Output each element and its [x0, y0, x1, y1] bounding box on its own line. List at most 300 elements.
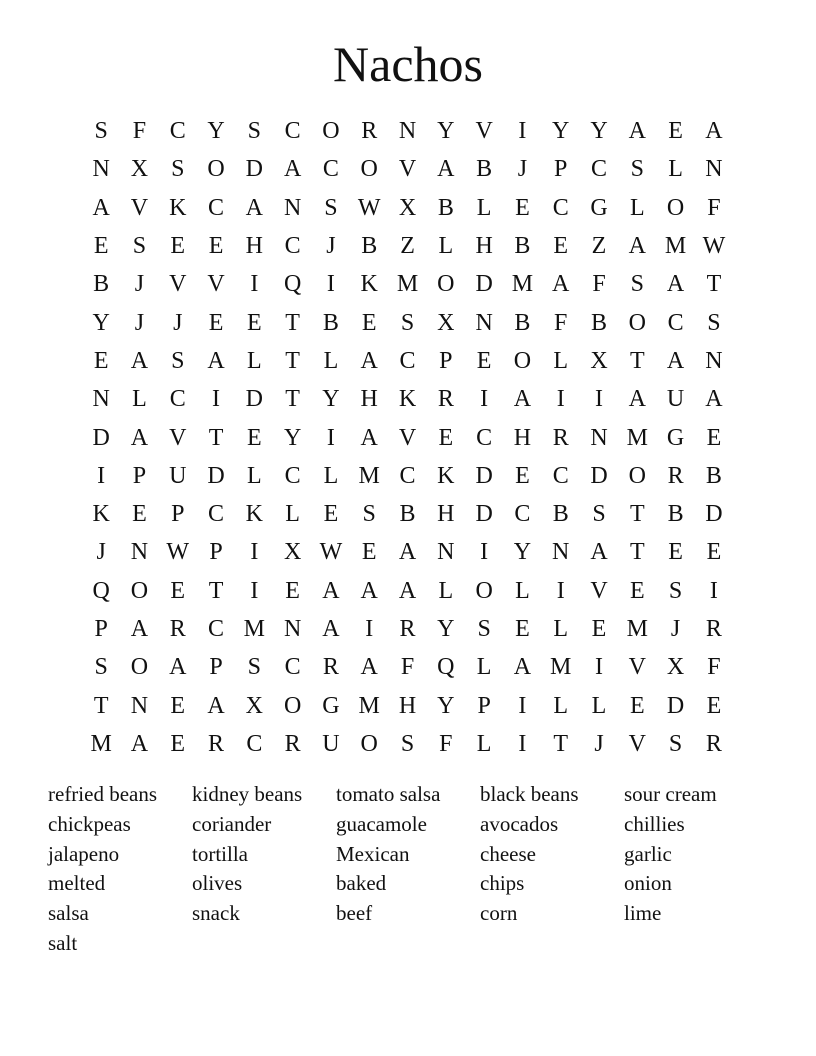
grid-cell[interactable]: C — [322, 156, 339, 183]
grid-cell[interactable]: B — [591, 309, 608, 336]
grid-cell[interactable]: N — [705, 347, 723, 374]
grid-cell[interactable]: K — [360, 271, 378, 298]
grid-cell[interactable]: C — [208, 616, 225, 642]
grid-cell[interactable]: C — [476, 424, 493, 451]
grid-cell[interactable]: B — [361, 233, 378, 260]
grid-cell[interactable]: C — [169, 386, 186, 413]
grid-cell[interactable]: N — [283, 616, 302, 642]
grid-cell[interactable]: O — [475, 577, 493, 604]
grid-cell[interactable]: Y — [437, 118, 455, 145]
grid-cell[interactable]: O — [628, 309, 646, 336]
grid-cell[interactable]: A — [513, 386, 532, 413]
grid-cell[interactable]: K — [437, 462, 455, 489]
grid-cell[interactable]: P — [94, 616, 108, 642]
grid-cell[interactable]: W — [357, 194, 381, 221]
grid-cell[interactable]: A — [628, 386, 646, 413]
grid-cell[interactable]: S — [400, 309, 415, 336]
grid-cell[interactable]: I — [250, 539, 259, 566]
grid-cell[interactable]: S — [668, 730, 683, 757]
grid-cell[interactable]: C — [399, 347, 416, 374]
grid-cell[interactable]: S — [400, 730, 415, 757]
grid-cell[interactable]: B — [667, 501, 684, 528]
word-list-item: salt — [48, 930, 78, 955]
grid-cell[interactable]: T — [629, 501, 645, 528]
grid-cell[interactable]: L — [476, 194, 492, 221]
grid-cell[interactable]: C — [552, 194, 569, 221]
grid-cell[interactable]: A — [590, 539, 608, 566]
grid-cell[interactable]: Q — [283, 271, 302, 298]
grid-cell[interactable]: A — [130, 347, 149, 374]
grid-cell[interactable]: E — [629, 577, 645, 604]
grid-cell[interactable]: I — [518, 730, 527, 757]
grid-cell[interactable]: S — [247, 118, 262, 145]
grid-cell[interactable]: E — [706, 424, 722, 451]
grid-cell[interactable]: I — [365, 616, 374, 642]
grid-cell[interactable]: B — [514, 233, 531, 260]
grid-cell[interactable]: E — [515, 462, 530, 489]
grid-cell[interactable]: A — [360, 424, 378, 451]
grid-cell[interactable]: U — [322, 730, 340, 757]
grid-cell[interactable]: K — [245, 501, 263, 528]
grid-cell[interactable]: K — [398, 386, 417, 413]
grid-cell[interactable]: A — [245, 194, 263, 221]
grid-cell[interactable]: E — [629, 692, 645, 719]
grid-cell[interactable]: L — [553, 347, 569, 374]
grid-cell[interactable]: K — [169, 194, 187, 221]
grid-cell[interactable]: Z — [400, 233, 415, 260]
grid-cell[interactable]: P — [477, 692, 491, 719]
grid-cell[interactable]: X — [130, 156, 149, 183]
grid-cell[interactable]: E — [170, 730, 186, 757]
grid-cell[interactable]: S — [324, 194, 338, 221]
grid-cell[interactable]: F — [592, 271, 606, 298]
grid-cell[interactable]: D — [475, 501, 493, 528]
grid-cell[interactable]: N — [283, 194, 302, 221]
grid-cell[interactable]: C — [284, 462, 301, 489]
grid-cell[interactable]: A — [666, 347, 685, 374]
grid-cell[interactable]: L — [132, 386, 147, 413]
grid-cell[interactable]: I — [250, 577, 259, 604]
grid-cell[interactable]: I — [518, 118, 527, 145]
grid-cell[interactable]: E — [515, 194, 530, 221]
grid-cell[interactable]: J — [173, 309, 183, 336]
grid-cell[interactable]: E — [668, 118, 683, 145]
grid-cell[interactable]: D — [475, 462, 493, 489]
grid-cell[interactable]: E — [208, 309, 224, 336]
grid-cell[interactable]: G — [322, 692, 340, 719]
grid-cell[interactable]: P — [171, 501, 185, 528]
grid-cell[interactable]: L — [247, 347, 262, 374]
grid-cell[interactable]: E — [285, 577, 300, 604]
grid-cell[interactable]: C — [208, 501, 225, 528]
word-list-item: refried beans — [48, 782, 158, 806]
grid-cell[interactable]: C — [246, 730, 263, 757]
grid-cell[interactable]: T — [285, 309, 300, 336]
grid-cell[interactable]: V — [628, 654, 646, 681]
grid-cell[interactable]: Y — [437, 692, 455, 719]
grid-cell[interactable]: S — [362, 501, 376, 528]
grid-cell[interactable]: X — [437, 309, 455, 336]
grid-cell[interactable]: O — [628, 462, 646, 489]
grid-cell[interactable]: I — [518, 692, 527, 719]
grid-cell[interactable]: T — [285, 386, 300, 413]
grid-cell[interactable]: W — [166, 539, 190, 566]
grid-cell[interactable]: C — [284, 654, 301, 681]
grid-cell[interactable]: A — [169, 654, 187, 681]
grid-cell[interactable]: J — [134, 271, 145, 298]
grid-cell[interactable]: I — [326, 424, 335, 451]
grid-cell[interactable]: O — [360, 156, 378, 183]
grid-cell[interactable]: L — [323, 462, 339, 489]
grid-cell[interactable]: L — [323, 347, 339, 374]
grid-cell[interactable]: L — [553, 616, 569, 642]
grid-cell[interactable]: O — [130, 654, 149, 681]
grid-cell[interactable]: A — [705, 386, 723, 413]
grid-cell[interactable]: M — [626, 424, 648, 451]
grid-cell[interactable]: Y — [513, 539, 532, 566]
grid-cell[interactable]: R — [361, 118, 378, 145]
grid-cell[interactable]: V — [207, 271, 225, 298]
grid-cell[interactable]: F — [132, 118, 147, 145]
grid-cell[interactable]: D — [590, 462, 608, 489]
grid-cell[interactable]: N — [130, 539, 149, 566]
grid-cell[interactable]: O — [283, 692, 302, 719]
grid-cell[interactable]: M — [664, 233, 687, 260]
grid-cell[interactable]: R — [284, 730, 301, 757]
grid-cell[interactable]: N — [92, 386, 110, 413]
grid-cell[interactable]: Y — [322, 386, 340, 413]
grid-cell[interactable]: P — [439, 347, 453, 374]
grid-cell[interactable]: O — [666, 194, 685, 221]
grid-cell[interactable]: D — [245, 156, 263, 183]
grid-cell[interactable]: O — [437, 271, 455, 298]
grid-cell[interactable]: X — [590, 347, 608, 374]
grid-cell[interactable]: O — [207, 156, 225, 183]
grid-cell[interactable]: E — [361, 539, 377, 566]
grid-cell[interactable]: I — [250, 271, 259, 298]
grid-cell[interactable]: X — [666, 654, 685, 681]
grid-cell[interactable]: B — [514, 309, 531, 336]
grid-cell[interactable]: A — [705, 118, 723, 145]
grid-cell[interactable]: I — [326, 271, 335, 298]
grid-cell[interactable]: A — [628, 233, 646, 260]
grid-cell[interactable]: S — [630, 156, 644, 183]
grid-cell[interactable]: E — [515, 616, 530, 642]
grid-cell[interactable]: D — [705, 501, 723, 528]
grid-cell[interactable]: M — [243, 616, 265, 642]
grid-cell[interactable]: A — [437, 156, 455, 183]
grid-cell[interactable]: N — [92, 156, 110, 183]
grid-cell[interactable]: D — [245, 386, 263, 413]
grid-cell[interactable]: R — [705, 730, 722, 757]
grid-cell[interactable]: I — [556, 577, 565, 604]
grid-cell[interactable]: B — [322, 309, 339, 336]
grid-cell[interactable]: B — [93, 271, 110, 298]
grid-cell[interactable]: G — [666, 424, 685, 451]
grid-cell[interactable]: J — [326, 233, 336, 260]
grid-cell[interactable]: E — [247, 309, 262, 336]
grid-cell[interactable]: A — [322, 616, 340, 642]
word-list-item: black beans — [480, 782, 579, 806]
word-list-item: chillies — [624, 811, 685, 836]
grid-cell[interactable]: S — [171, 156, 185, 183]
grid-cell[interactable]: V — [169, 424, 187, 451]
grid-cell[interactable]: L — [515, 577, 530, 604]
grid-cell[interactable]: O — [322, 118, 340, 145]
grid-cell[interactable]: A — [130, 730, 149, 757]
grid-cell[interactable]: O — [360, 730, 378, 757]
grid-cell[interactable]: C — [399, 462, 416, 489]
word-list-item: chips — [480, 871, 525, 896]
grid-cell[interactable]: T — [208, 424, 224, 451]
word-list-item: snack — [192, 901, 240, 926]
grid-cell[interactable]: I — [595, 654, 603, 681]
grid-cell[interactable]: A — [360, 347, 378, 374]
grid-cell[interactable]: Q — [437, 654, 455, 681]
grid-cell[interactable]: P — [132, 462, 147, 489]
grid-cell[interactable]: W — [702, 233, 726, 260]
grid-cell[interactable]: E — [170, 577, 186, 604]
grid-cell[interactable]: N — [130, 692, 149, 719]
grid-cell[interactable]: R — [322, 654, 339, 681]
grid-cell[interactable]: H — [513, 424, 532, 451]
grid-cell[interactable]: I — [709, 577, 718, 604]
grid-cell[interactable]: F — [707, 654, 721, 681]
grid-cell[interactable]: S — [592, 501, 606, 528]
grid-cell[interactable]: E — [438, 424, 454, 451]
grid-cell[interactable]: A — [130, 616, 149, 642]
grid-cell[interactable]: L — [438, 577, 454, 604]
grid-cell[interactable]: L — [476, 730, 492, 757]
grid-cell[interactable]: M — [550, 654, 572, 681]
grid-cell[interactable]: I — [212, 386, 221, 413]
grid-cell[interactable]: S — [132, 233, 147, 260]
grid-cell[interactable]: D — [666, 692, 685, 719]
grid-cell[interactable]: F — [707, 194, 721, 221]
grid-cell[interactable]: J — [670, 616, 681, 642]
grid-cell[interactable]: S — [171, 347, 185, 374]
grid-cell[interactable]: Y — [437, 616, 455, 642]
grid-cell[interactable]: X — [245, 692, 263, 719]
grid-cell[interactable]: B — [705, 462, 722, 489]
grid-cell[interactable]: A — [283, 156, 302, 183]
grid-cell[interactable]: B — [437, 194, 454, 221]
grid-cell[interactable]: A — [92, 194, 110, 221]
grid-cell[interactable]: G — [590, 194, 608, 221]
grid-cell[interactable]: N — [398, 118, 417, 145]
grid-cell[interactable]: A — [322, 577, 340, 604]
grid-cell[interactable]: N — [437, 539, 455, 566]
grid-cell[interactable]: H — [398, 692, 417, 719]
grid-cell[interactable]: E — [132, 501, 147, 528]
grid-cell[interactable]: L — [668, 156, 683, 183]
grid-cell[interactable]: C — [514, 501, 531, 528]
grid-cell[interactable]: V — [169, 271, 187, 298]
grid-cell[interactable]: B — [552, 501, 569, 528]
grid-cell[interactable]: F — [439, 730, 453, 757]
grid-cell[interactable]: X — [398, 194, 417, 221]
grid-cell[interactable]: M — [626, 616, 648, 642]
grid-cell[interactable]: E — [170, 692, 186, 719]
grid-cell[interactable]: V — [130, 194, 149, 221]
grid-cell[interactable]: D — [475, 271, 493, 298]
grid-cell[interactable]: T — [553, 730, 569, 757]
grid-cell[interactable]: E — [476, 347, 492, 374]
grid-cell[interactable]: L — [285, 501, 300, 528]
grid-cell[interactable]: H — [245, 233, 263, 260]
grid-cell[interactable]: S — [668, 577, 683, 604]
grid-cell[interactable]: I — [480, 386, 489, 413]
grid-cell[interactable]: V — [398, 424, 417, 451]
grid-cell[interactable]: P — [554, 156, 568, 183]
grid-cell[interactable]: O — [513, 347, 532, 374]
grid-cell[interactable]: E — [553, 233, 569, 260]
grid-cell[interactable]: C — [169, 118, 186, 145]
grid-cell[interactable]: N — [475, 309, 493, 336]
grid-cell[interactable]: H — [360, 386, 378, 413]
grid-cell[interactable]: E — [93, 347, 109, 374]
grid-cell[interactable]: C — [284, 118, 301, 145]
grid-cell[interactable]: S — [94, 118, 108, 145]
grid-cell[interactable]: I — [556, 386, 565, 413]
grid-cell[interactable]: Z — [591, 233, 607, 260]
grid-cell[interactable]: V — [590, 577, 608, 604]
grid-cell[interactable]: X — [283, 539, 302, 566]
grid-cell[interactable]: S — [630, 271, 644, 298]
grid-cell[interactable]: M — [358, 462, 380, 489]
grid-cell[interactable]: L — [476, 654, 492, 681]
grid-cell[interactable]: M — [90, 730, 112, 757]
grid-cell[interactable]: I — [480, 539, 489, 566]
grid-cell[interactable]: V — [398, 156, 417, 183]
word-list-item: jalapeno — [48, 841, 120, 866]
grid-cell[interactable]: L — [247, 462, 262, 489]
grid-cell[interactable]: A — [207, 692, 225, 719]
grid-cell[interactable]: A — [628, 118, 646, 145]
grid-cell[interactable]: E — [247, 424, 262, 451]
grid-cell[interactable]: T — [629, 347, 645, 374]
grid-cell[interactable]: L — [553, 692, 569, 719]
grid-cell[interactable]: Y — [92, 309, 110, 336]
grid-cell[interactable]: M — [511, 271, 534, 298]
grid-cell[interactable]: V — [628, 730, 646, 757]
grid-cell[interactable]: Q — [92, 577, 110, 604]
grid-cell[interactable]: Y — [283, 424, 302, 451]
grid-cell[interactable]: H — [437, 501, 455, 528]
grid-cell[interactable]: B — [476, 156, 493, 183]
grid-cell[interactable]: R — [399, 616, 416, 642]
grid-cell[interactable]: R — [208, 730, 225, 757]
grid-cell[interactable]: W — [319, 539, 343, 566]
grid-cell[interactable]: E — [361, 309, 377, 336]
grid-cell[interactable]: A — [513, 654, 532, 681]
grid-cell[interactable]: A — [398, 577, 417, 604]
grid-cell[interactable]: Y — [207, 118, 225, 145]
grid-cell[interactable]: C — [591, 156, 608, 183]
grid-cell[interactable]: T — [208, 577, 224, 604]
grid-cell[interactable]: A — [130, 424, 149, 451]
grid-cell[interactable]: U — [169, 462, 187, 489]
grid-cell[interactable]: C — [552, 462, 569, 489]
grid-cell[interactable]: J — [517, 156, 528, 183]
grid-cell[interactable]: P — [209, 654, 223, 681]
grid-cell[interactable]: R — [169, 616, 186, 642]
grid-cell[interactable]: E — [706, 692, 722, 719]
grid-cell[interactable]: T — [93, 692, 109, 719]
grid-cell[interactable]: J — [594, 730, 604, 757]
grid-cell[interactable]: T — [285, 347, 300, 374]
word-list-item: Mexican — [336, 841, 410, 866]
grid-cell[interactable]: C — [284, 233, 301, 260]
grid-cell[interactable]: E — [170, 233, 186, 260]
grid-cell[interactable]: M — [396, 271, 419, 298]
grid-cell[interactable]: T — [629, 539, 645, 566]
grid-cell[interactable]: L — [591, 692, 607, 719]
grid-cell[interactable]: A — [360, 654, 378, 681]
grid-cell[interactable]: A — [552, 271, 570, 298]
grid-cell[interactable]: O — [130, 577, 149, 604]
grid-cell[interactable]: R — [437, 386, 454, 413]
grid-cell[interactable]: E — [93, 233, 109, 260]
grid-cell[interactable]: Y — [552, 118, 570, 145]
grid-cell[interactable]: U — [666, 386, 685, 413]
grid-cell[interactable]: L — [438, 233, 454, 260]
grid-cell[interactable]: E — [668, 539, 683, 566]
grid-cell[interactable]: V — [475, 118, 493, 145]
grid-cell[interactable]: E — [323, 501, 339, 528]
grid-cell[interactable]: K — [92, 501, 110, 528]
grid-cell[interactable]: N — [590, 424, 608, 451]
grid-cell[interactable]: M — [358, 692, 380, 719]
grid-cell[interactable]: A — [398, 539, 417, 566]
grid-cell[interactable]: E — [706, 539, 722, 566]
grid-cell[interactable]: D — [207, 462, 225, 489]
grid-cell[interactable]: J — [134, 309, 145, 336]
grid-cell[interactable]: A — [360, 577, 378, 604]
grid-cell[interactable]: F — [554, 309, 568, 336]
grid-cell[interactable]: R — [667, 462, 684, 489]
grid-cell[interactable]: N — [705, 156, 723, 183]
grid-cell[interactable]: T — [706, 271, 722, 298]
grid-cell[interactable]: S — [94, 654, 108, 681]
grid-cell[interactable]: A — [666, 271, 685, 298]
grid-cell[interactable]: F — [400, 654, 415, 681]
word-list-item: avocados — [480, 811, 559, 836]
grid-cell[interactable]: Y — [590, 118, 608, 145]
grid-cell[interactable]: H — [475, 233, 493, 260]
grid-cell[interactable]: R — [705, 616, 722, 642]
grid-cell[interactable]: N — [552, 539, 570, 566]
grid-cell[interactable]: J — [96, 539, 106, 566]
grid-cell[interactable]: P — [209, 539, 223, 566]
word-list-item: cheese — [480, 841, 536, 866]
grid-cell[interactable]: E — [591, 616, 607, 642]
grid-cell[interactable]: A — [207, 347, 225, 374]
grid-cell[interactable]: I — [97, 462, 106, 489]
grid-cell[interactable]: C — [667, 309, 684, 336]
grid-cell[interactable]: S — [247, 654, 262, 681]
word-list-item: tortilla — [192, 841, 248, 866]
grid-cell[interactable]: B — [399, 501, 416, 528]
grid-cell[interactable]: L — [629, 194, 645, 221]
grid-cell[interactable]: S — [477, 616, 491, 642]
grid-cell[interactable]: S — [707, 309, 721, 336]
grid-cell[interactable]: D — [92, 424, 110, 451]
grid-cell[interactable]: C — [208, 194, 225, 221]
grid-cell[interactable]: R — [552, 424, 569, 451]
grid-cell[interactable]: E — [208, 233, 224, 260]
grid-cell[interactable]: I — [595, 386, 603, 413]
